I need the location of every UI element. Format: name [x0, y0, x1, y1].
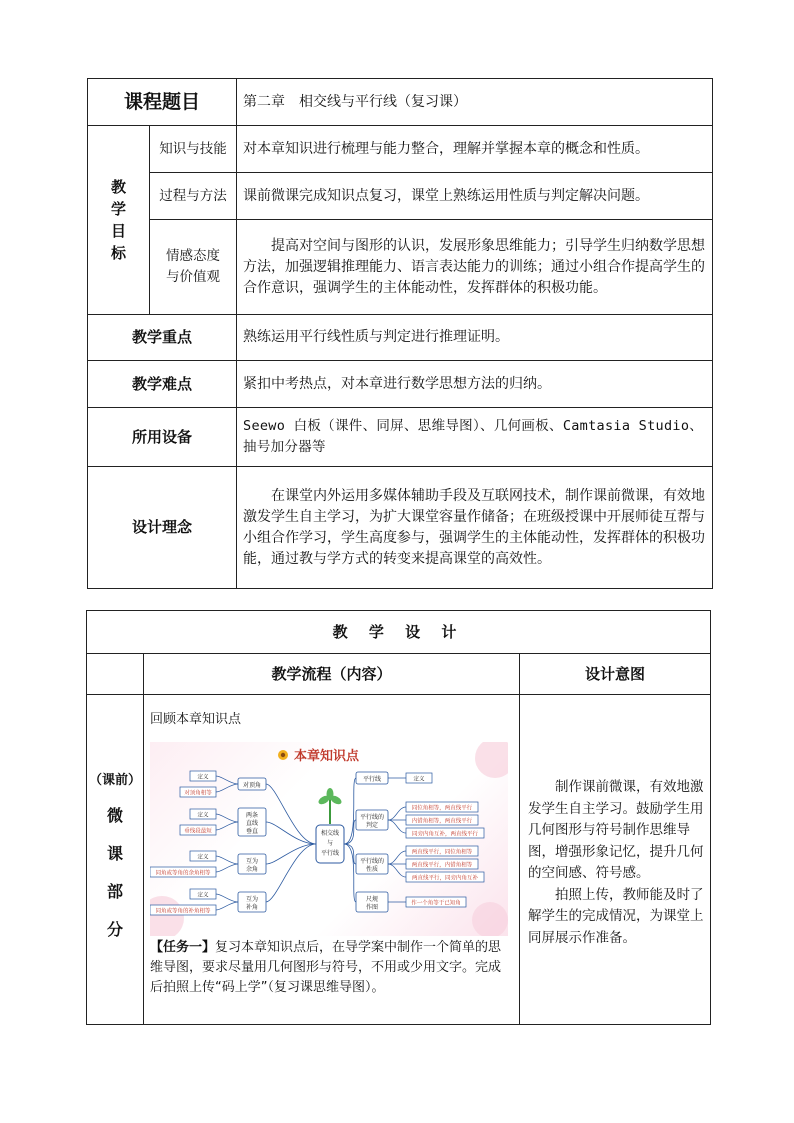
design-concept-value: 在课堂内外运用多媒体辅助手段及互联网技术，制作课前微课，有效地激发学生自主学习，为扩大课堂容量作储备；在班级授课中开展师徒互帮与小组合作学习，学生高度参与，强调学生的主体能动性，发挥群体的积极功能，通过教与学方式的转变来提高课堂的高效性。: [237, 467, 713, 589]
leaf-label-right-1-0: 同位角相等，两直线平行: [411, 805, 473, 812]
leaf-label-left-3-1: 同角或等角的补角相等: [155, 908, 211, 915]
teaching-goals-label: 教 学 目 标: [88, 126, 150, 315]
leaf-label-left-2-1: 同角或等角的余角相等: [155, 870, 211, 877]
difficulty-value: 紧扣中考热点，对本章进行数学思想方法的归纳。: [237, 361, 713, 408]
branch-line-right-3: [344, 844, 356, 902]
leaf-label-right-1-1: 内错角相等，两直线平行: [411, 818, 473, 825]
branch-label-left-3-0: 互为: [245, 896, 259, 903]
course-title-value: 第二章 相交线与平行线（复习课）: [237, 79, 713, 126]
center-node-line3: 平行线: [320, 850, 340, 857]
leaf-line-left-0-0: [216, 776, 238, 784]
branch-label-left-3-1: 补角: [245, 904, 259, 911]
leaf-line-left-2-0: [216, 856, 238, 864]
leaf-line-left-3-0: [216, 894, 238, 902]
review-title: 回顾本章知识点: [150, 712, 242, 727]
branch-label-left-1-2: 垂直: [245, 828, 259, 835]
leaf-label-right-3-0: 作一个角等于已知角: [411, 900, 461, 907]
center-node-line1: 相交线: [320, 830, 340, 837]
intent-paragraph-1: 制作课前微课，有效地激发学生自主学习。鼓励学生用几何图形与符号制作思维导图，增强形象记忆，提升几何的空间感、符号感。: [528, 779, 704, 881]
intent-paragraph-2: 拍照上传，教师能及时了解学生的完成情况，为课堂上同屏展示作准备。: [528, 886, 704, 946]
equipment-label: 所用设备: [88, 408, 237, 467]
leaf-label-left-0-1: 对顶角相等: [184, 790, 212, 797]
branch-line-right-0: [344, 778, 356, 844]
leaf-label-right-2-2: 两直线平行，同旁内角互补: [411, 875, 479, 882]
leaf-label-left-2-0: 定义: [197, 854, 209, 861]
leaf-line-right-1-0: [388, 807, 406, 820]
goal-label-process: 过程与方法: [150, 173, 237, 220]
flow-content: [144, 695, 520, 1025]
mind-map-image: [150, 742, 508, 936]
mind-map-diagram: [150, 742, 508, 936]
key-point-value: 熟练运用平行线性质与判定进行推理证明。: [237, 315, 713, 361]
design-intent: [520, 695, 711, 1025]
course-info-table: [87, 78, 713, 589]
branch-label-right-0-0: 平行线: [362, 776, 382, 783]
branch-label-left-2-1: 余角: [245, 866, 259, 873]
goal-text-knowledge: 对本章知识进行梳理与能力整合，理解并掌握本章的概念和性质。: [237, 126, 713, 173]
leaf-label-right-0-0: 定义: [413, 776, 425, 783]
branch-label-right-1-1: 判定: [365, 822, 379, 829]
mind-map-title: 本章知识点: [294, 749, 360, 764]
branch-label-right-3-1: 作图: [365, 904, 379, 911]
leaf-label-left-0-0: 定义: [197, 774, 209, 781]
branch-label-left-2-0: 互为: [245, 858, 259, 865]
leaf-line-left-2-1: [216, 864, 238, 872]
branch-line-left-1: [266, 822, 316, 844]
goal-text-process: 课前微课完成知识点复习，课堂上熟练运用性质与判定解决问题。: [237, 173, 713, 220]
course-title-label: 课程题目: [88, 79, 237, 126]
leaf-label-left-3-0: 定义: [197, 892, 209, 899]
branch-line-right-1: [344, 820, 356, 844]
branch-label-right-1-0: 平行线的: [359, 814, 385, 821]
flow-column-header: 教学流程（内容）: [144, 654, 520, 695]
task-one: 【任务一】复习本章知识点后，在导学案中制作一个简单的思维导图，要求尽量用几何图形与符号，不用或少用文字。完成后拍照上传“码上学”（复习课思维导图）。: [150, 940, 502, 995]
branch-label-left-0-0: 对顶角: [242, 782, 262, 789]
branch-label-left-1-1: 直线: [245, 820, 259, 827]
intent-column-header: 设计意图: [520, 654, 711, 695]
teaching-design-header: 教 学 设 计: [87, 611, 711, 654]
branch-label-right-2-1: 性质: [365, 866, 379, 873]
key-point-label: 教学重点: [88, 315, 237, 361]
branch-line-right-2: [344, 844, 356, 864]
sunflower-icon: [278, 750, 288, 760]
branch-label-left-1-0: 两条: [245, 812, 259, 819]
leaf-line-left-1-0: [216, 814, 238, 822]
leaf-line-left-3-1: [216, 902, 238, 910]
branch-line-left-2: [266, 844, 316, 864]
branch-label-right-3-0: 尺规: [365, 896, 379, 903]
center-node-line2: 与: [326, 840, 334, 847]
branch-label-right-2-0: 平行线的: [359, 858, 385, 865]
design-concept-label: 设计理念: [88, 467, 237, 589]
goal-label-emotion: 情感态度 与价值观: [150, 220, 237, 315]
leaf-label-right-2-0: 两直线平行，同位角相等: [411, 849, 473, 856]
leaf-label-left-1-1: 垂线段最短: [184, 828, 212, 835]
goal-text-emotion: 提高对空间与图形的认识，发展形象思维能力；引导学生归纳数学思想方法，加强逻辑推理能力、语言表达能力的训练；通过小组合作提高学生的合作意识，强调学生的主体能动性，发挥群体的积极功能。: [237, 220, 713, 315]
leaf-line-left-0-1: [216, 784, 238, 792]
leaf-label-right-1-2: 同旁内角互补，两直线平行: [411, 831, 479, 838]
leaf-line-left-1-1: [216, 822, 238, 830]
pre-class-section-label: （课前） 微 课 部 分: [87, 695, 144, 1025]
teaching-design-table: [86, 610, 711, 1025]
branch-line-left-3: [266, 844, 316, 902]
leaf-label-right-2-1: 两直线平行，内错角相等: [411, 862, 473, 869]
leaf-label-left-1-0: 定义: [197, 812, 209, 819]
leaf-line-right-2-0: [388, 851, 406, 864]
goal-label-knowledge: 知识与技能: [150, 126, 237, 173]
tree-icon: [317, 788, 343, 824]
equipment-value: Seewo 白板（课件、同屏、思维导图）、几何画板、Camtasia Studio、抽号加分器等: [237, 408, 713, 467]
leaf-line-right-2-2: [388, 864, 406, 877]
difficulty-label: 教学难点: [88, 361, 237, 408]
leaf-line-right-1-2: [388, 820, 406, 833]
